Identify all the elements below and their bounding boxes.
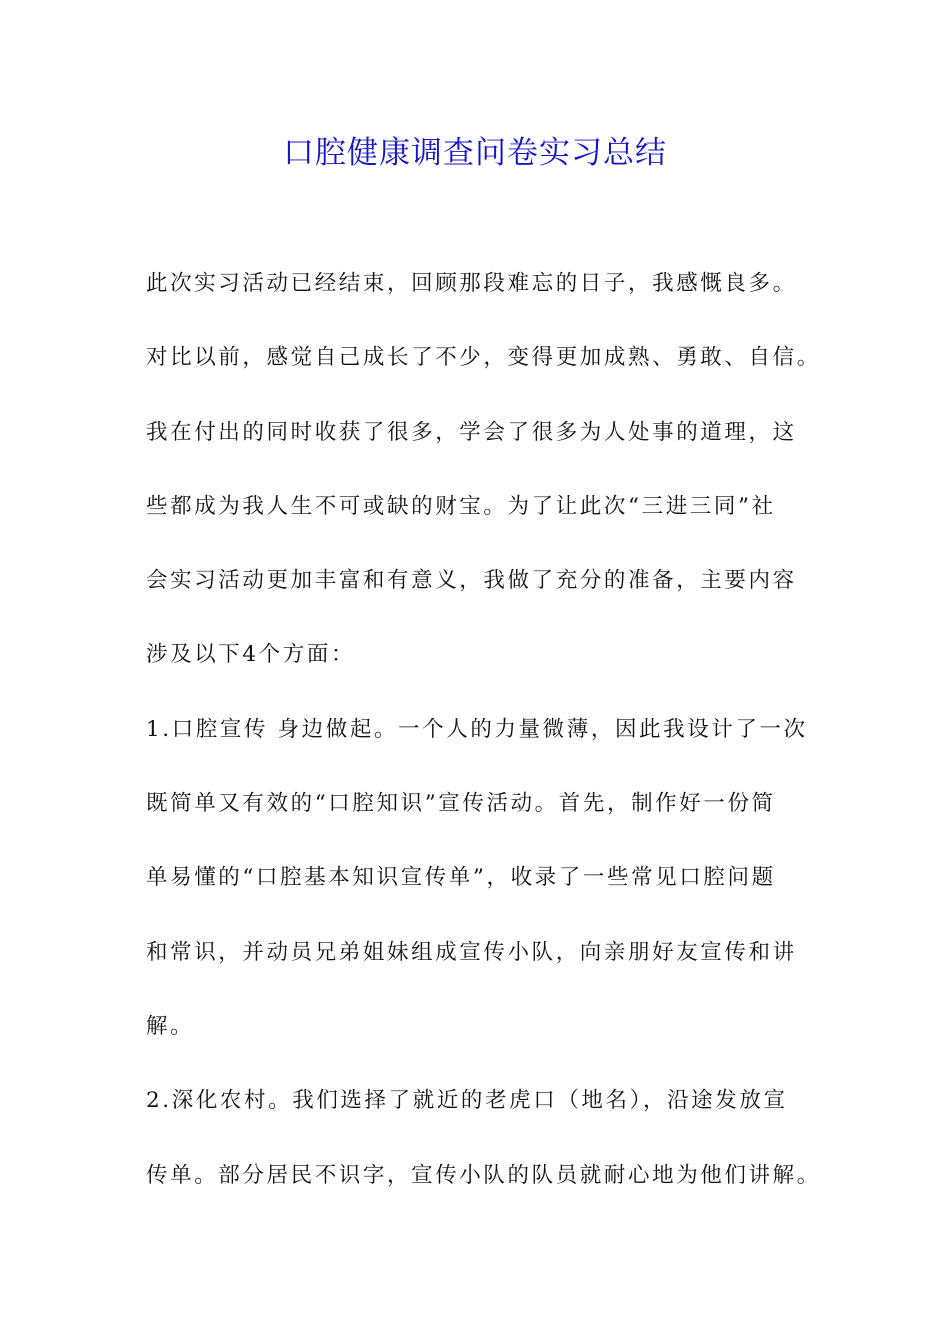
body-line: 对比以前，感觉自己成长了不少，变得更加成熟、勇敢、自信。 [146,345,821,371]
body-line: 此次实习活动已经结束，回顾那段难忘的日子，我感慨良多。 [146,271,797,296]
body-line: 解。 [146,1013,195,1039]
body-line: 单易懂的“口腔基本知识宣传单”，收录了一些常见口腔问题 [146,865,776,891]
document-title: 口腔健康调查问卷实习总结 [283,135,667,171]
body-line: 会实习活动更加丰富和有意义，我做了充分的准备，主要内容 [146,568,797,594]
body-line: 我在付出的同时收获了很多，学会了很多为人处事的道理，这 [146,419,797,445]
body-line: 传单。部分居民不识字，宣传小队的队员就耐心地为他们讲解。 [146,1162,821,1188]
body-line: 和常识，并动员兄弟姐妹组成宣传小队，向亲朋好友宣传和讲 [146,939,797,965]
body-line: 2.深化农村。我们选择了就近的老虎口（地名），沿途发放宣 [146,1088,788,1114]
document-body [146,262,826,1228]
body-line: 涉及以下4个方面： [146,642,356,668]
body-line: 既简单又有效的“口腔知识”宣传活动。首先，制作好一份简 [146,791,776,817]
body-line: 些都成为我人生不可或缺的财宝。为了让此次“三进三同”社 [146,493,776,519]
body-line: 1.口腔宣传 身边做起。一个人的力量微薄，因此我设计了一次 [146,716,808,742]
